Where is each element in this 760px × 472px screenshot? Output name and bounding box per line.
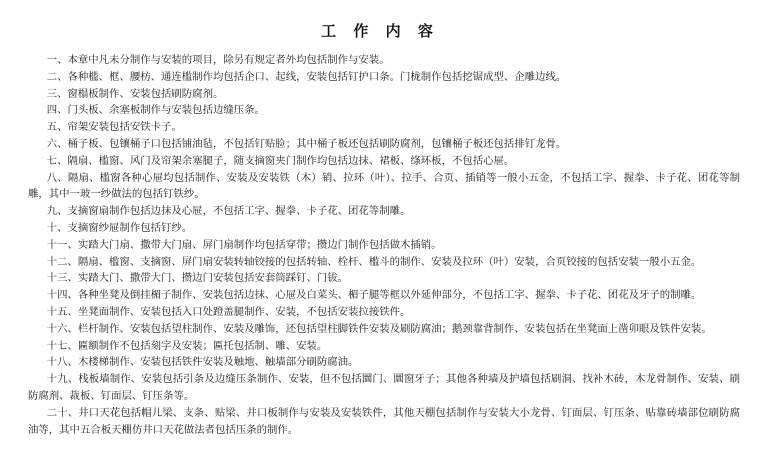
list-item: 三、窗榻板制作、安装包括刷防腐剂。	[46, 87, 224, 100]
list-item: 十二、隔扇、槛窗、支摘窗、屏门扇安装转轴铰接的包括转轴、栓杆、槛斗的制作、安装及拉环（叶）安装，合页铰接的包括安装一般小五金。	[46, 255, 702, 268]
list-item: 四、门头板、余塞板制作与安装包括边缝压条。	[46, 104, 265, 117]
list-item: 十七、匾额制作不包括刻字及安装；匾托包括制、雕、安装。	[46, 339, 328, 352]
list-item: 十六、栏杆制作、安装包括望柱制作、安装及雕饰，还包括望柱脚铁件安装及刷防腐油；鹅颈靠背制作、安装包括在坐凳面上凿卯眼及铁件安装。	[46, 322, 712, 335]
list-item: 十五、坐凳面制作、安装包括入口处蹬盖腿制作、安装，不包括安装拉接铁件。	[46, 305, 411, 318]
page-title: 工 作 内 容	[321, 22, 439, 40]
list-item: 二、各种槛、框、腰枋、通连槛制作均包括企口、起线，安装包括钉护口条。门栊制作包括挖锯成型、企雕边线。	[46, 70, 567, 83]
list-item: 十一、实踏大门扇、撒带大门扇、屏门扇制作均包括穿带；攒边门制作包括做木插销。	[46, 238, 442, 251]
list-item: 二十、井口天花包括帽儿梁、支条、贴梁、井口板制作与安装及安装铁件，其他天棚包括制作与安装大小龙骨、钉面层、钉压条、贴靠砖墙部位刷防腐油等，其中五合板天棚仿井口天花做法者包括压条的制作。	[28, 406, 740, 436]
list-item: 十四、各种坐凳及倒挂楣子制作、安装包括边抹、心屉及白菜头、楣子腿等框以外延伸部分，不包括工字、握拳、卡子花、团花及牙子的制雕。	[46, 289, 702, 302]
list-item: 十、支摘窗纱屉制作包括钉纱。	[46, 221, 193, 234]
list-item: 十九、栈板墙制作、安装包括引条及边缝压条制作、安装，但不包括圜门、圜窗牙子；其他各种墙及护墙包括刷洞、找补木砖，木龙骨制作、安装、刷防腐剂、裁板、钉面层、钉压条等。	[28, 373, 740, 402]
list-item: 九、支摘窗扇制作包括边抹及心屉，不包括工字、握拳、卡子花、团花等制雕。	[46, 205, 411, 218]
list-item: 一、本章中凡未分制作与安装的项目，除另有规定者外均包括制作与安装。	[46, 54, 390, 66]
list-item: 十三、实踏大门、撒带大门、攒边门安装包括安套筒踩钉、门钹。	[46, 272, 349, 285]
list-item: 七、隔扇、槛窗、风门及帘架余塞腿子，随支摘窗夹门制作均包括边抹、裙板、绦环板，不包括心屉。	[46, 154, 515, 167]
list-item: 五、帘架安装包括安铁卡子。	[46, 121, 182, 134]
list-item: 十八、木楼梯制作、安装包括铁件安装及触地、触墙部分刷防腐油。	[46, 356, 359, 369]
work-content-list	[28, 52, 740, 438]
list-item: 八、隔扇、槛窗各种心屉均包括制作、安装及安装铁（木）销、拉环（叶）、拉手、合页、插销等一般小五金，不包括工字、握拳、卡子花、团花等制雕，其中一玻一纱做法的包括钉铁纱。	[28, 171, 740, 201]
list-item: 六、桶子板、包镶桶子口包括铺油毡，不包括钉贴脸；其中桶子板还包括刷防腐剂，包镶桶子板还包括排钉龙骨。	[46, 137, 567, 150]
